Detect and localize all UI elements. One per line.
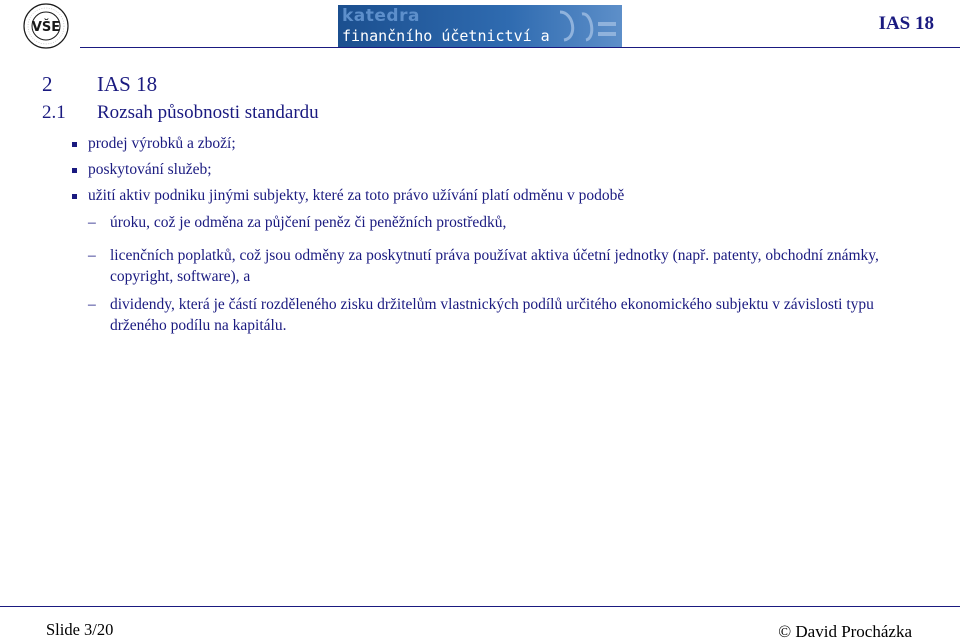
department-banner — [338, 5, 622, 63]
dash-bullet-icon: – — [88, 214, 96, 231]
banner-decoration-icon — [552, 8, 618, 44]
bullet-text: poskytování služeb; — [88, 161, 212, 178]
square-bullet-icon — [72, 168, 77, 173]
banner-line2: finančního účetnictví a auditingu — [342, 27, 550, 63]
square-bullet-icon — [72, 194, 77, 199]
dash-text: úroku, což je odměna za půjčení peněz či peněžních prostředků, — [110, 214, 507, 231]
dash-bullet-icon: – — [88, 247, 96, 264]
header-rule — [80, 47, 960, 48]
square-bullet-icon — [72, 142, 77, 147]
bullet-text: prodej výrobků a zboží; — [88, 135, 236, 152]
banner-line1: katedra — [342, 6, 420, 26]
section-heading — [42, 72, 157, 97]
author-credit: © David Procházka — [778, 622, 912, 641]
logo-text: VŠE — [31, 20, 61, 35]
dash-text: dividendy, která je částí rozděleného zisku držitelům vlastnických podílů určitého ekonomického subjektu v závislosti typu drženého podílu na kapitálu. — [110, 296, 874, 334]
section-title: IAS 18 — [97, 72, 158, 96]
header-title: IAS 18 — [878, 13, 934, 34]
section-number: 2 — [42, 72, 53, 96]
subsection-heading — [42, 102, 319, 124]
bullet-text: užití aktiv podniku jinými subjekty, které za toto právo užívání platí odměnu v podobě — [88, 187, 625, 204]
dash-bullet-icon: – — [88, 296, 96, 313]
footer-rule — [0, 606, 960, 607]
subsection-title: Rozsah působnosti standardu — [97, 102, 319, 123]
subsection-number: 2.1 — [42, 102, 66, 123]
dash-text: licenčních poplatků, což jsou odměny za poskytnutí práva používat aktiva účetní jednotky (např. patenty, obchodní známky, copyright, software), a — [110, 247, 879, 285]
vse-logo — [22, 2, 70, 50]
slide-number: Slide 3/20 — [46, 620, 114, 639]
